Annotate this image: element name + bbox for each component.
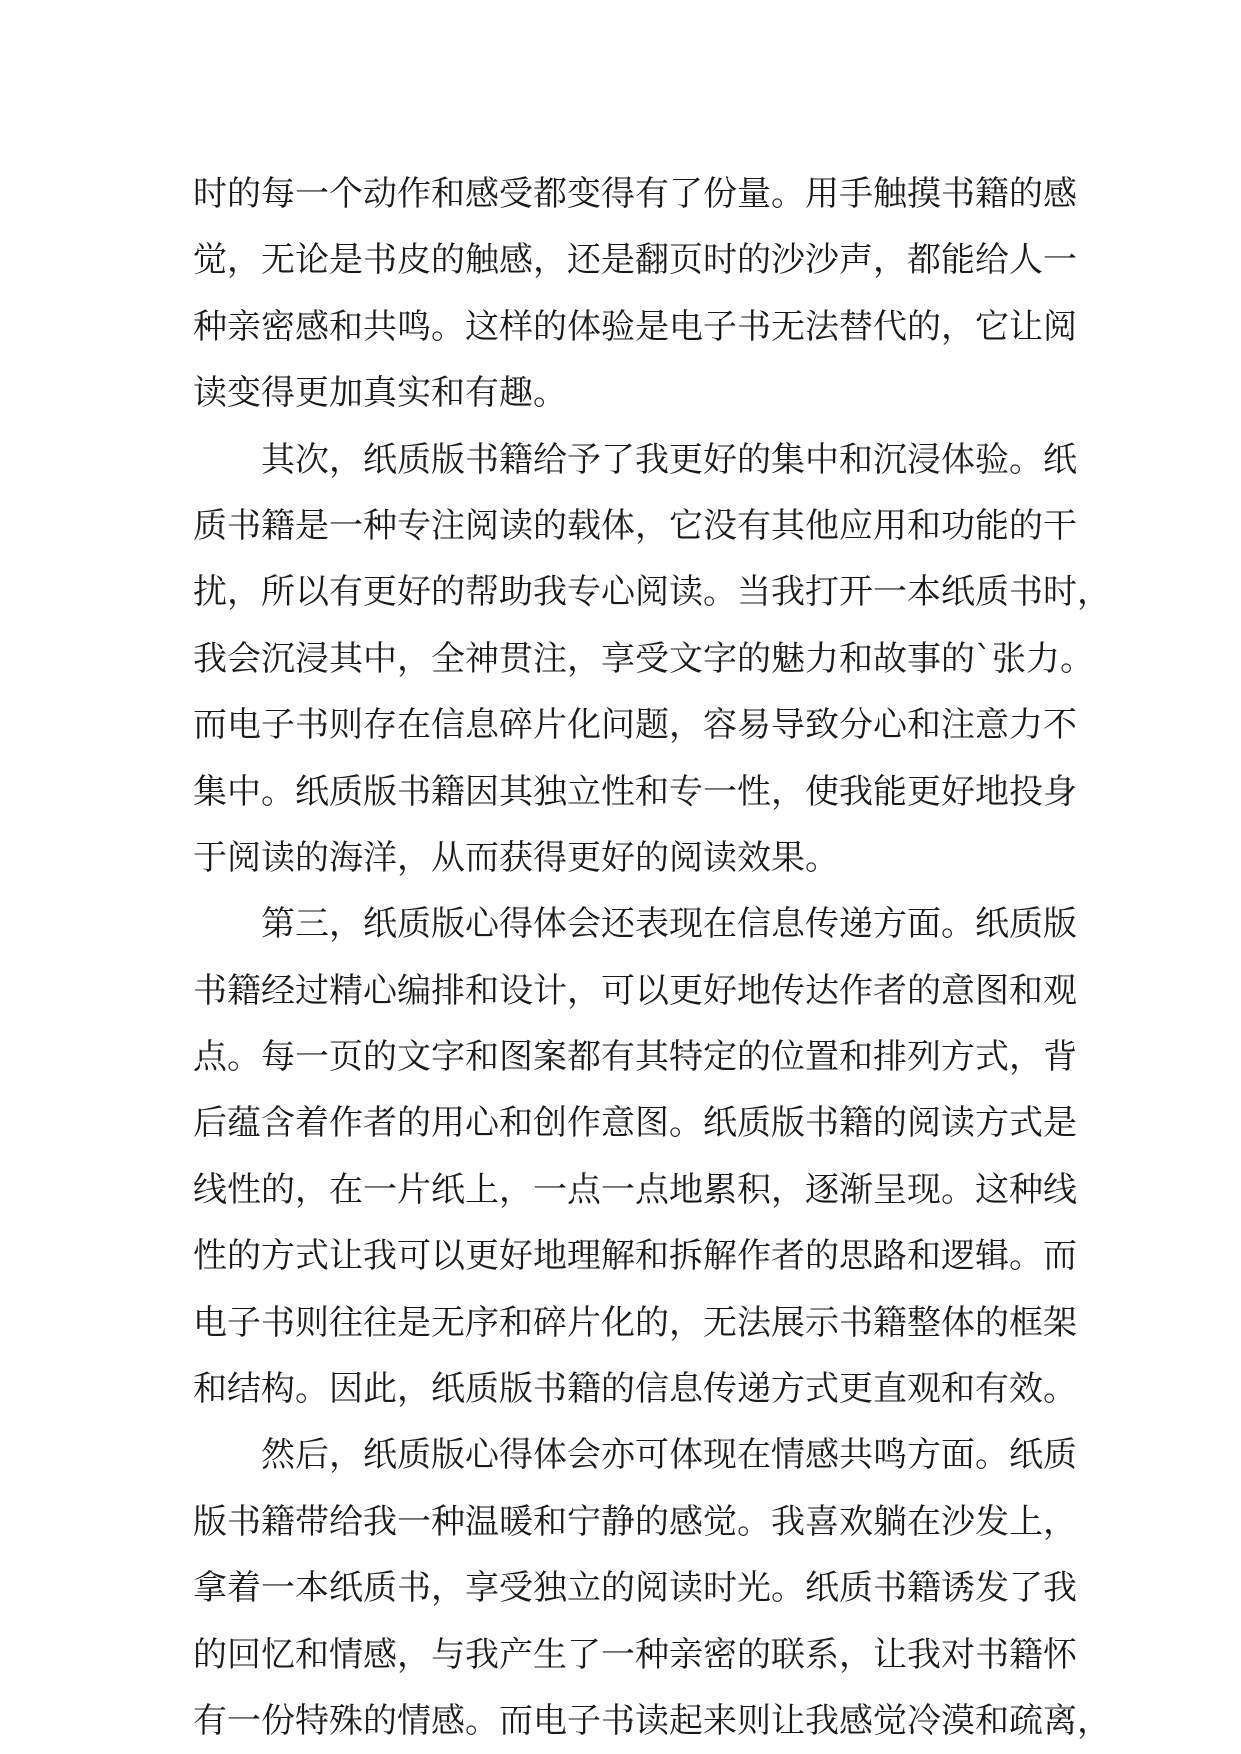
text-line: 版书籍带给我一种温暖和宁静的感觉。我喜欢躺在沙发上， [193,1501,1077,1542]
text-line: 拿着一本纸质书，享受独立的阅读时光。纸质书籍诱发了我 [193,1568,1077,1609]
text-line: 而电子书则存在信息碎片化问题，容易导致分心和注意力不 [193,705,1077,746]
text-line: 有一份特殊的情感。而电子书读起来则让我感觉冷漠和疏离， [193,1700,1111,1741]
text-line: 的回忆和情感，与我产生了一种亲密的联系，让我对书籍怀 [193,1634,1077,1675]
text-line: 质书籍是一种专注阅读的载体，它没有其他应用和功能的干 [193,505,1077,546]
text-line: 种亲密感和共鸣。这样的体验是电子书无法替代的，它让阅 [193,306,1077,347]
text-line: 扰，所以有更好的帮助我专心阅读。当我打开一本纸质书时， [193,572,1111,613]
text-line: 我会沉浸其中，全神贯注，享受文字的魅力和故事的`张力。 [193,638,1094,679]
text-line: 点。每一页的文字和图案都有其特定的位置和排列方式，背 [193,1037,1077,1078]
text-line: 于阅读的海洋，从而获得更好的阅读效果。 [193,837,839,878]
text-line: 读变得更加真实和有趣。 [193,373,567,414]
paragraph-first-line: 第三，纸质版心得体会还表现在信息传递方面。纸质版 [261,904,1077,945]
text-line: 线性的，在一片纸上，一点一点地累积，逐渐呈现。这种线 [193,1169,1077,1210]
text-line: 集中。纸质版书籍因其独立性和专一性，使我能更好地投身 [193,771,1077,812]
text-line: 和结构。因此，纸质版书籍的信息传递方式更直观和有效。 [193,1369,1077,1410]
text-line: 书籍经过精心编排和设计，可以更好地传达作者的意图和观 [193,970,1077,1011]
paragraph-first-line: 然后，纸质版心得体会亦可体现在情感共鸣方面。纸质 [261,1435,1077,1476]
text-line: 觉，无论是书皮的触感，还是翻页时的沙沙声，都能给人一 [193,240,1077,281]
document-body [193,161,1111,1754]
paragraph-first-line: 其次，纸质版书籍给予了我更好的集中和沉浸体验。纸 [261,439,1077,480]
text-line: 后蕴含着作者的用心和创作意图。纸质版书籍的阅读方式是 [193,1103,1077,1144]
text-line: 性的方式让我可以更好地理解和拆解作者的思路和逻辑。而 [193,1236,1077,1277]
text-line: 电子书则往往是无序和碎片化的，无法展示书籍整体的框架 [193,1302,1077,1343]
text-line: 时的每一个动作和感受都变得有了份量。用手触摸书籍的感 [193,174,1077,214]
